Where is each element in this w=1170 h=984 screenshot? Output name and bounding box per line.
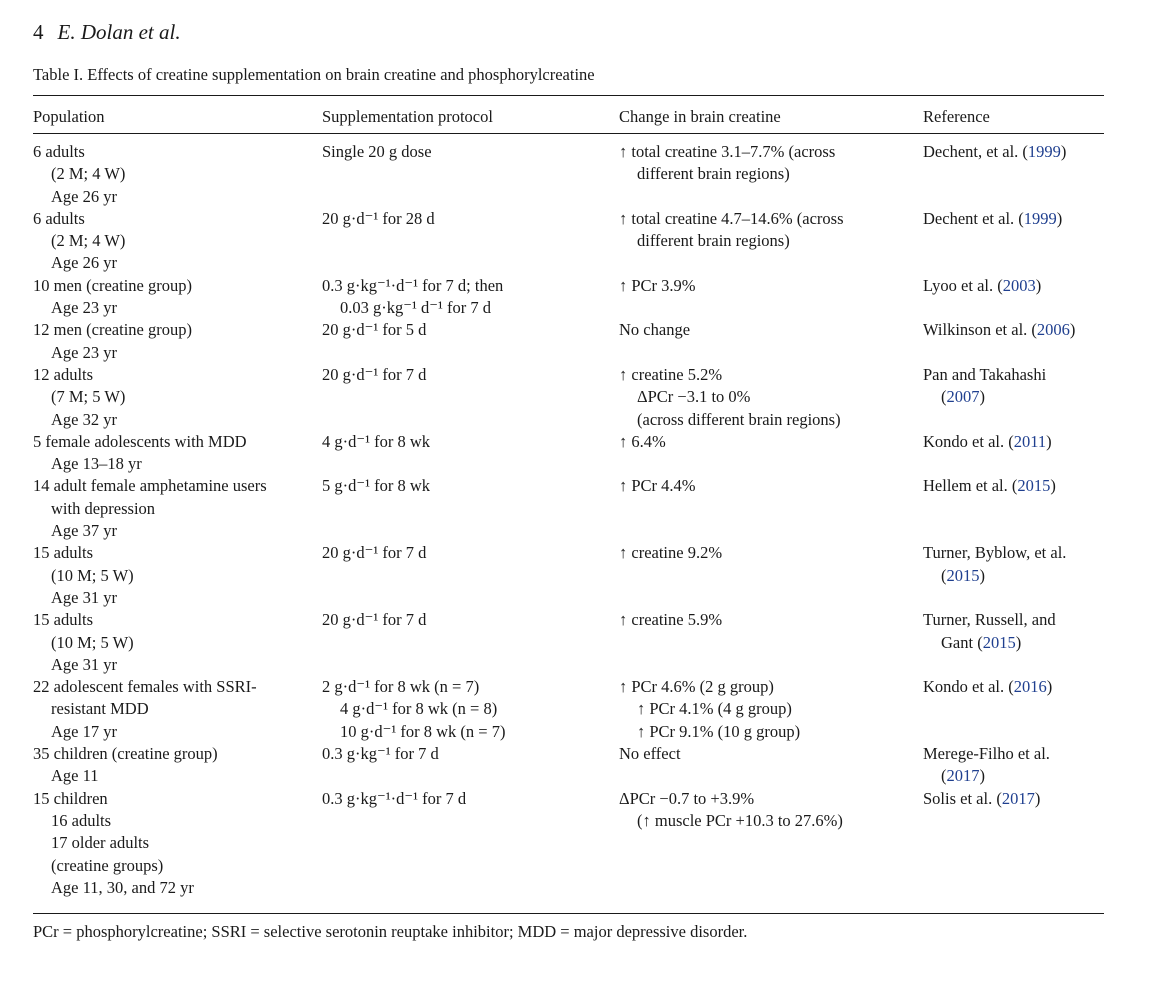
protocol-cell xyxy=(322,364,612,386)
change-cell xyxy=(619,208,919,253)
protocol-cell xyxy=(322,743,612,765)
protocol-line: 20 g·d⁻¹ for 7 d xyxy=(322,610,427,630)
protocol-line: 0.3 g·kg⁻¹·d⁻¹ for 7 d xyxy=(322,788,467,808)
reference-cell xyxy=(923,319,1123,341)
citation-year-link[interactable]: 1999 xyxy=(1023,208,1057,228)
reference-cell xyxy=(923,676,1123,698)
reference-line xyxy=(923,542,1123,564)
table-row xyxy=(0,676,1170,743)
reference-close-paren: ) xyxy=(1056,208,1063,228)
reference-line xyxy=(923,632,1123,654)
population-line: 17 older adults xyxy=(51,833,150,853)
running-author: E. Dolan et al. xyxy=(57,20,181,44)
reference-text: Dechent, et al. ( xyxy=(923,142,1028,161)
population-line: Age 26 yr xyxy=(51,253,117,273)
reference-line xyxy=(923,565,1123,587)
protocol-cell xyxy=(322,542,612,564)
table-top-rule xyxy=(33,95,1104,96)
column-header-protocol: Supplementation protocol xyxy=(322,107,493,126)
reference-cell xyxy=(923,364,1123,409)
protocol-line: 20 g·d⁻¹ for 5 d xyxy=(322,320,427,340)
protocol-line: 0.3 g·kg⁻¹ for 7 d xyxy=(322,744,439,764)
population-line: Age 23 yr xyxy=(51,342,117,362)
population-line: 14 adult female amphetamine users xyxy=(33,476,267,496)
change-cell xyxy=(619,609,919,631)
change-cell xyxy=(619,141,919,186)
table-row xyxy=(0,364,1170,431)
population-line: Age 11 xyxy=(51,766,99,786)
population-cell xyxy=(33,676,318,743)
table-bottom-rule xyxy=(33,913,1104,914)
table-row xyxy=(0,542,1170,609)
citation-year-link[interactable]: 2017 xyxy=(1001,788,1035,808)
reference-cell xyxy=(923,275,1123,297)
population-cell xyxy=(33,743,318,788)
reference-text: Kondo et al. ( xyxy=(923,431,1014,451)
reference-close-paren: ) xyxy=(1050,476,1056,496)
reference-cell xyxy=(923,208,1123,230)
reference-line xyxy=(923,141,1123,163)
table-caption: Table I. Effects of creatine supplementation on brain creatine and phosphorylcreatine xyxy=(33,65,595,84)
reference-text: Gant ( xyxy=(941,632,983,652)
reference-text: Dechent et al. ( xyxy=(923,208,1024,228)
reference-line xyxy=(923,275,1123,297)
reference-line xyxy=(923,676,1123,698)
change-line: No effect xyxy=(619,744,681,764)
reference-close-paren: ) xyxy=(979,387,985,407)
population-line: (7 M; 5 W) xyxy=(51,387,126,407)
table-row xyxy=(0,141,1170,208)
population-cell xyxy=(33,208,318,275)
reference-text: Turner, Byblow, et al. xyxy=(923,543,1067,563)
protocol-cell xyxy=(322,431,612,453)
reference-line xyxy=(923,788,1123,810)
reference-close-paren: ) xyxy=(1046,431,1052,451)
change-line: (across different brain regions) xyxy=(637,409,841,429)
change-cell xyxy=(619,364,919,431)
reference-cell xyxy=(923,609,1123,654)
change-cell xyxy=(619,431,919,453)
citation-year-link[interactable]: 2006 xyxy=(1036,320,1070,340)
reference-close-paren: ) xyxy=(1035,275,1042,295)
reference-text: Kondo et al. ( xyxy=(923,677,1014,697)
citation-year-link[interactable]: 2015 xyxy=(982,632,1016,652)
reference-line xyxy=(923,319,1123,341)
population-line: 15 children xyxy=(33,788,108,808)
change-line: different brain regions) xyxy=(637,231,790,251)
population-line: (10 M; 5 W) xyxy=(51,632,134,652)
change-line: ΔPCr −3.1 to 0% xyxy=(637,387,751,407)
reference-text: Merege-Filho et al. xyxy=(923,744,1050,764)
citation-year-link[interactable]: 2017 xyxy=(946,766,980,786)
change-cell xyxy=(619,788,919,833)
protocol-line: 20 g·d⁻¹ for 7 d xyxy=(322,543,427,563)
reference-text: Turner, Russell, and xyxy=(923,610,1056,630)
table-footnote: PCr = phosphorylcreatine; SSRI = selective serotonin reuptake inhibitor; MDD = major depressive disorder. xyxy=(33,922,748,941)
population-line: 6 adults xyxy=(33,208,85,228)
population-line: Age 31 yr xyxy=(51,654,117,674)
population-line: Age 23 yr xyxy=(51,298,117,318)
reference-cell xyxy=(923,542,1123,587)
citation-year-link[interactable]: 2007 xyxy=(946,387,980,407)
population-cell xyxy=(33,609,318,676)
population-line: 15 adults xyxy=(33,610,94,630)
population-cell xyxy=(33,141,318,208)
reference-line xyxy=(923,364,1123,386)
protocol-line: 2 g·d⁻¹ for 8 wk (n = 7) xyxy=(322,677,480,697)
reference-cell xyxy=(923,475,1123,497)
protocol-cell xyxy=(322,475,612,497)
reference-close-paren: ) xyxy=(979,766,985,786)
population-cell xyxy=(33,319,318,364)
change-cell xyxy=(619,743,919,765)
citation-year-link[interactable]: 1999 xyxy=(1027,142,1061,161)
citation-year-link[interactable]: 2015 xyxy=(1017,476,1051,496)
reference-text: Solis et al. ( xyxy=(923,788,1002,808)
reference-close-paren: ) xyxy=(979,565,985,585)
population-line: Age 31 yr xyxy=(51,587,117,607)
reference-line xyxy=(923,386,1123,408)
reference-text: ( xyxy=(941,766,947,786)
protocol-cell xyxy=(322,319,612,341)
population-cell xyxy=(33,542,318,609)
population-line: 12 men (creatine group) xyxy=(33,320,192,340)
reference-line xyxy=(923,431,1123,453)
population-cell xyxy=(33,364,318,431)
change-line: ↑ creatine 5.9% xyxy=(619,610,723,630)
population-cell xyxy=(33,275,318,320)
change-cell xyxy=(619,676,919,743)
reference-close-paren: ) xyxy=(1015,632,1022,652)
population-line: Age 32 yr xyxy=(51,409,117,429)
reference-cell xyxy=(923,431,1123,453)
population-line: 5 female adolescents with MDD xyxy=(33,431,247,451)
change-line: ↑ 6.4% xyxy=(619,431,666,451)
population-line: 15 adults xyxy=(33,543,94,563)
table-row xyxy=(0,788,1170,900)
population-line: (2 M; 4 W) xyxy=(51,164,126,184)
protocol-cell xyxy=(322,788,612,810)
column-header-population: Population xyxy=(33,107,105,126)
population-line: 12 adults xyxy=(33,364,94,384)
table-row xyxy=(0,609,1170,676)
change-line: ↑ PCr 4.6% (2 g group) xyxy=(619,677,774,697)
page-header xyxy=(33,18,181,46)
change-line: ↑ PCr 4.4% xyxy=(619,476,696,496)
reference-cell xyxy=(923,788,1123,810)
table-row xyxy=(0,319,1170,364)
population-line: Age 37 yr xyxy=(51,521,117,541)
protocol-line: 4 g·d⁻¹ for 8 wk (n = 8) xyxy=(340,699,498,719)
population-line: (creatine groups) xyxy=(51,855,164,875)
table-row xyxy=(0,743,1170,788)
reference-cell xyxy=(923,141,1123,163)
table-row xyxy=(0,208,1170,275)
reference-text: ( xyxy=(941,565,947,585)
population-cell xyxy=(33,788,318,899)
population-line: 16 adults xyxy=(51,810,112,830)
change-line: ΔPCr −0.7 to +3.9% xyxy=(619,788,755,808)
reference-cell xyxy=(923,743,1123,788)
change-line: ↑ PCr 3.9% xyxy=(619,275,696,295)
population-line: 22 adolescent females with SSRI- xyxy=(33,677,257,697)
protocol-cell xyxy=(322,609,612,631)
population-line: Age 17 yr xyxy=(51,721,117,741)
table-row xyxy=(0,275,1170,320)
protocol-line: 10 g·d⁻¹ for 8 wk (n = 7) xyxy=(340,721,506,741)
change-line: (↑ muscle PCr +10.3 to 27.6%) xyxy=(637,810,843,830)
protocol-line: 20 g·d⁻¹ for 7 d xyxy=(322,364,427,384)
population-line: 35 children (creatine group) xyxy=(33,744,218,764)
population-cell xyxy=(33,475,318,542)
change-cell xyxy=(619,475,919,497)
reference-line xyxy=(923,743,1123,765)
population-cell xyxy=(33,431,318,476)
population-line: (2 M; 4 W) xyxy=(51,231,126,251)
reference-text: Wilkinson et al. ( xyxy=(923,320,1037,340)
column-header-change: Change in brain creatine xyxy=(619,107,781,126)
page-number: 4 xyxy=(33,20,44,44)
reference-text: Pan and Takahashi xyxy=(923,364,1047,384)
protocol-line: Single 20 g dose xyxy=(322,142,432,161)
reference-close-paren: ) xyxy=(1060,142,1067,161)
change-line: ↑ creatine 9.2% xyxy=(619,543,723,563)
table-header-rule xyxy=(33,133,1104,134)
protocol-cell xyxy=(322,141,612,163)
population-line: with depression xyxy=(51,498,156,518)
protocol-line: 20 g·d⁻¹ for 28 d xyxy=(322,208,435,228)
reference-line xyxy=(923,475,1123,497)
protocol-line: 5 g·d⁻¹ for 8 wk xyxy=(322,476,431,496)
reference-close-paren: ) xyxy=(1034,788,1041,808)
reference-text: Hellem et al. ( xyxy=(923,476,1018,496)
change-line: ↑ creatine 5.2% xyxy=(619,364,723,384)
table-body xyxy=(0,141,1170,899)
change-line: ↑ total creatine 3.1–7.7% (across xyxy=(619,142,836,161)
protocol-cell xyxy=(322,676,612,743)
protocol-cell xyxy=(322,275,612,320)
change-cell xyxy=(619,319,919,341)
change-line: different brain regions) xyxy=(637,164,790,184)
table-row xyxy=(0,431,1170,476)
protocol-cell xyxy=(322,208,612,230)
population-line: 10 men (creatine group) xyxy=(33,275,192,295)
citation-year-link[interactable]: 2011 xyxy=(1013,431,1047,451)
change-line: ↑ PCr 4.1% (4 g group) xyxy=(637,699,792,719)
change-line: ↑ PCr 9.1% (10 g group) xyxy=(637,721,801,741)
citation-year-link[interactable]: 2003 xyxy=(1002,275,1036,295)
population-line: Age 13–18 yr xyxy=(51,454,142,474)
protocol-line: 0.03 g·kg⁻¹ d⁻¹ for 7 d xyxy=(340,298,492,318)
reference-close-paren: ) xyxy=(1069,320,1076,340)
population-line: (10 M; 5 W) xyxy=(51,565,134,585)
citation-year-link[interactable]: 2016 xyxy=(1013,677,1047,697)
protocol-line: 0.3 g·kg⁻¹·d⁻¹ for 7 d; then xyxy=(322,275,504,295)
population-line: resistant MDD xyxy=(51,699,149,719)
change-cell xyxy=(619,542,919,564)
change-cell xyxy=(619,275,919,297)
reference-close-paren: ) xyxy=(1046,677,1053,697)
reference-line xyxy=(923,208,1123,230)
protocol-line: 4 g·d⁻¹ for 8 wk xyxy=(322,431,431,451)
population-line: Age 11, 30, and 72 yr xyxy=(51,877,194,897)
population-line: Age 26 yr xyxy=(51,186,117,206)
population-line: 6 adults xyxy=(33,142,85,161)
reference-line xyxy=(923,609,1123,631)
reference-text: Lyoo et al. ( xyxy=(923,275,1003,295)
change-line: ↑ total creatine 4.7–14.6% (across xyxy=(619,208,844,228)
column-header-reference: Reference xyxy=(923,107,990,126)
change-line: No change xyxy=(619,320,691,340)
table-row xyxy=(0,475,1170,542)
reference-line xyxy=(923,765,1123,787)
reference-text: ( xyxy=(941,387,947,407)
citation-year-link[interactable]: 2015 xyxy=(946,565,980,585)
